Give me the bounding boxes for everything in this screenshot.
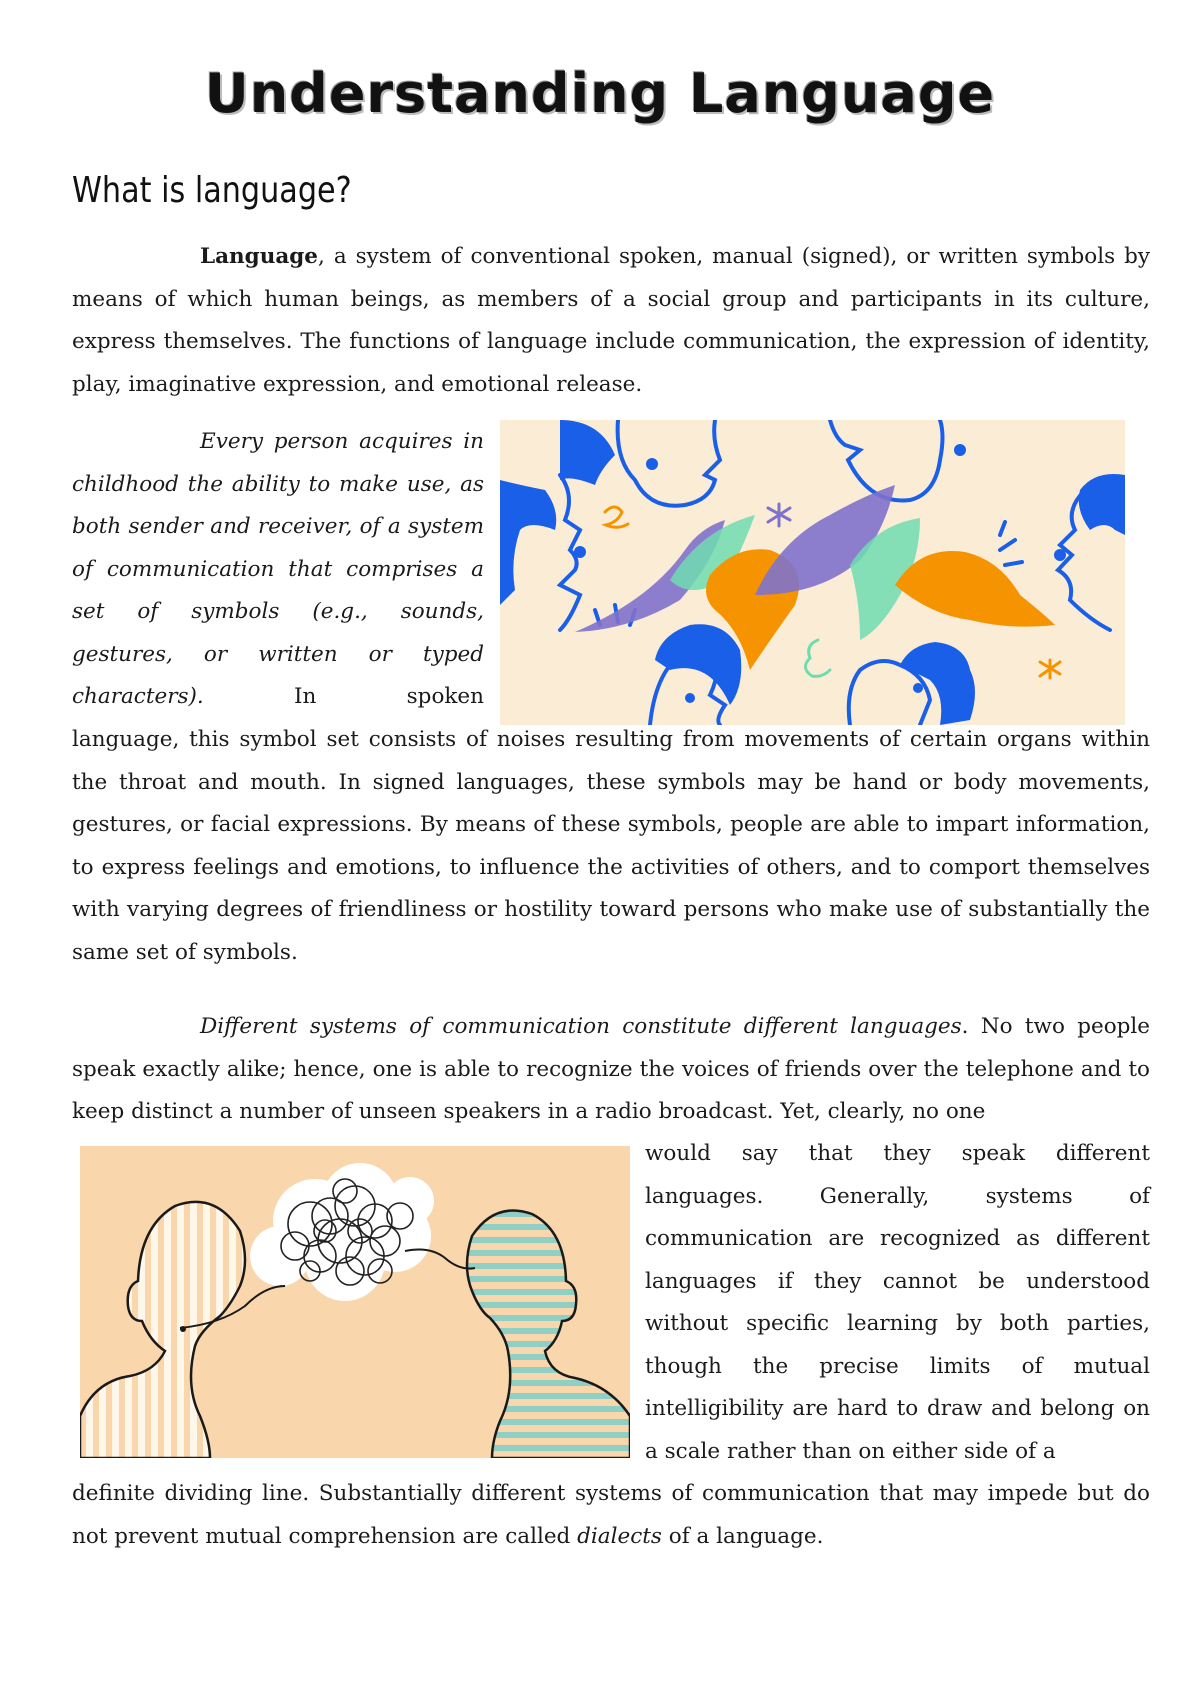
paragraph-definition <box>72 236 1150 406</box>
paragraph-dialects-start <box>72 1006 1150 1134</box>
paragraph-acquisition-rest: language, this symbol set consists of noises resulting from movements of certain organs within the throat and mouth. In signed languages, these symbols may be hand or body movements, gestures, or facial expressions. By means of these symbols, people are able to impart information, to express feelings and emotions, to influence the activities of others, and to comport themselves with varying degrees of friendliness or hostility toward persons who make use of substantially the same set of symbols. <box>72 727 1150 965</box>
paragraph-acquisition-start <box>72 421 484 719</box>
languages-text-a: . No two people speak exactly alike; hence, one is able to recognize the voices of friends over the telephone and to keep distinct a number of unseen speakers in a radio broadcast. Yet, clearly, no one <box>72 1014 1150 1124</box>
section-heading: What is language? <box>72 170 352 211</box>
acquisition-lead-text: In spoken <box>203 684 484 709</box>
two-heads-illustration <box>80 1146 630 1458</box>
definition-text: , a system of conventional spoken, manual (signed), or written symbols by means of which human beings, as members of a social group and participants in its culture, express themselves. The functions of language include communication, the expression of identity, play, imaginative expression, and emotional release. <box>72 244 1150 397</box>
languages-italic-text: Different systems of communication constitute different languages <box>200 1014 962 1039</box>
term-language: Language <box>200 244 318 269</box>
acquisition-italic-text: Every person acquires in childhood the ability to make use, as both sender and receiver, of a system of communication that comprises a set of symbols (e.g., sounds, gestures, or written or typed characters). <box>72 429 484 709</box>
paragraph-dialects-end <box>72 1473 1150 1558</box>
term-dialects: dialects <box>577 1523 662 1549</box>
dialects-text-c1: definite dividing line. Substantially different systems of communication that may impede but do not prevent mutual comprehension are called <box>72 1481 1150 1549</box>
paragraph-dialects-middle: would say that they speak different languages. Generally, systems of communication are recognized as different languages if they cannot be understood without specific learning by both parties, though the precise limits of mutual intelligibility are hard to draw and belong on a scale rather than on either side of a <box>645 1141 1150 1464</box>
page-title: Understanding Language <box>204 62 996 125</box>
dialects-text-c2: of a language. <box>661 1523 824 1549</box>
conversation-illustration <box>500 420 1125 725</box>
